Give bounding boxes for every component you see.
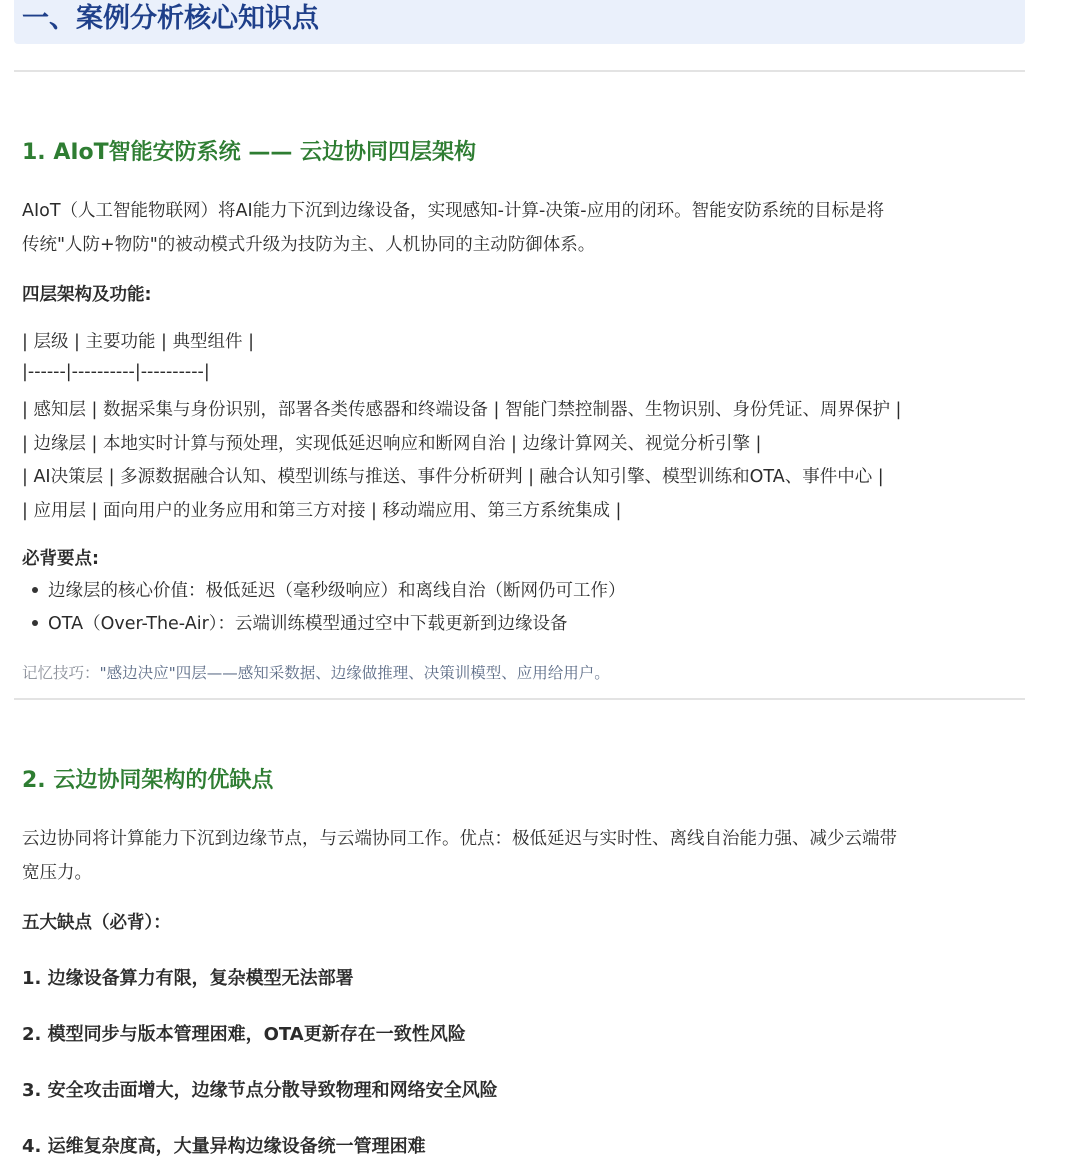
weakness-point-1: 1. 边缘设备算力有限，复杂模型无法部署: [22, 968, 354, 989]
section1-title: 1. AIoT智能安防系统 —— 云边协同四层架构: [22, 140, 476, 165]
memory-tip: [22, 661, 610, 683]
table-row-ai-decision: | AI决策层 | 多源数据融合认知、模型训练与推送、事件分析研判 | 融合认知引擎、模型训练和OTA、事件中心 |: [22, 467, 884, 487]
list-item: [22, 575, 626, 608]
table-row-edge: | 边缘层 | 本地实时计算与预处理，实现低延迟响应和断网自治 | 边缘计算网关、视觉分析引擎 |: [22, 434, 762, 454]
list-item: [22, 608, 626, 641]
section2-intro-line1: 云边协同将计算能力下沉到边缘节点，与云端协同工作。优点：极低延迟与实时性、离线自治能力强、减少云端带: [22, 829, 897, 849]
table-header-line: | 层级 | 主要功能 | 典型组件 |: [22, 332, 254, 352]
table-separator-line: |------|----------|----------|: [22, 362, 210, 382]
must-bullet-list: [22, 575, 626, 641]
bullet-dot-icon: [32, 620, 38, 626]
weakness-heading: 五大缺点（必背）：: [22, 913, 171, 933]
top-banner: [14, 0, 1025, 44]
weakness-point-3: 3. 安全攻击面增大，边缘节点分散导致物理和网络安全风险: [22, 1080, 498, 1101]
section2-intro-line2: 宽压力。: [22, 863, 92, 883]
weakness-point-2: 2. 模型同步与版本管理困难，OTA更新存在一致性风险: [22, 1024, 466, 1045]
bullet-text: 边缘层的核心价值：极低延迟（毫秒级响应）和离线自治（断网仍可工作）: [48, 581, 626, 601]
bullet-text: OTA（Over-The-Air）：云端训练模型通过空中下载更新到边缘设备: [48, 614, 568, 634]
divider-top: [14, 70, 1025, 72]
memory-tip-label: 记忆技巧：: [22, 664, 100, 682]
must-heading: 必背要点:: [22, 549, 99, 569]
section2-intro: [22, 822, 1022, 890]
section2-title: 2. 云边协同架构的优缺点: [22, 768, 274, 793]
arch-heading: 四层架构及功能:: [22, 285, 152, 305]
memory-tip-text: "感边决应"四层——感知采数据、边缘做推理、决策训模型、应用给用户。: [99, 664, 610, 682]
section1-intro-line1: AIoT（人工智能物联网）将AI能力下沉到边缘设备，实现感知-计算-决策-应用的闭环。智能安防系统的目标是将: [22, 201, 885, 221]
section1-intro: [22, 194, 1022, 262]
page-title: 一、案例分析核心知识点: [22, 3, 319, 34]
table-row-perception: | 感知层 | 数据采集与身份识别，部署各类传感器和终端设备 | 智能门禁控制器、生物识别、身份凭证、周界保护 |: [22, 400, 902, 420]
section1-intro-line2: 传统"人防+物防"的被动模式升级为技防为主、人机协同的主动防御体系。: [22, 235, 596, 255]
bullet-dot-icon: [32, 587, 38, 593]
table-row-application: | 应用层 | 面向用户的业务应用和第三方对接 | 移动端应用、第三方系统集成 |: [22, 501, 622, 521]
weakness-point-4: 4. 运维复杂度高，大量异构边缘设备统一管理困难: [22, 1136, 426, 1157]
divider-middle: [14, 698, 1025, 700]
